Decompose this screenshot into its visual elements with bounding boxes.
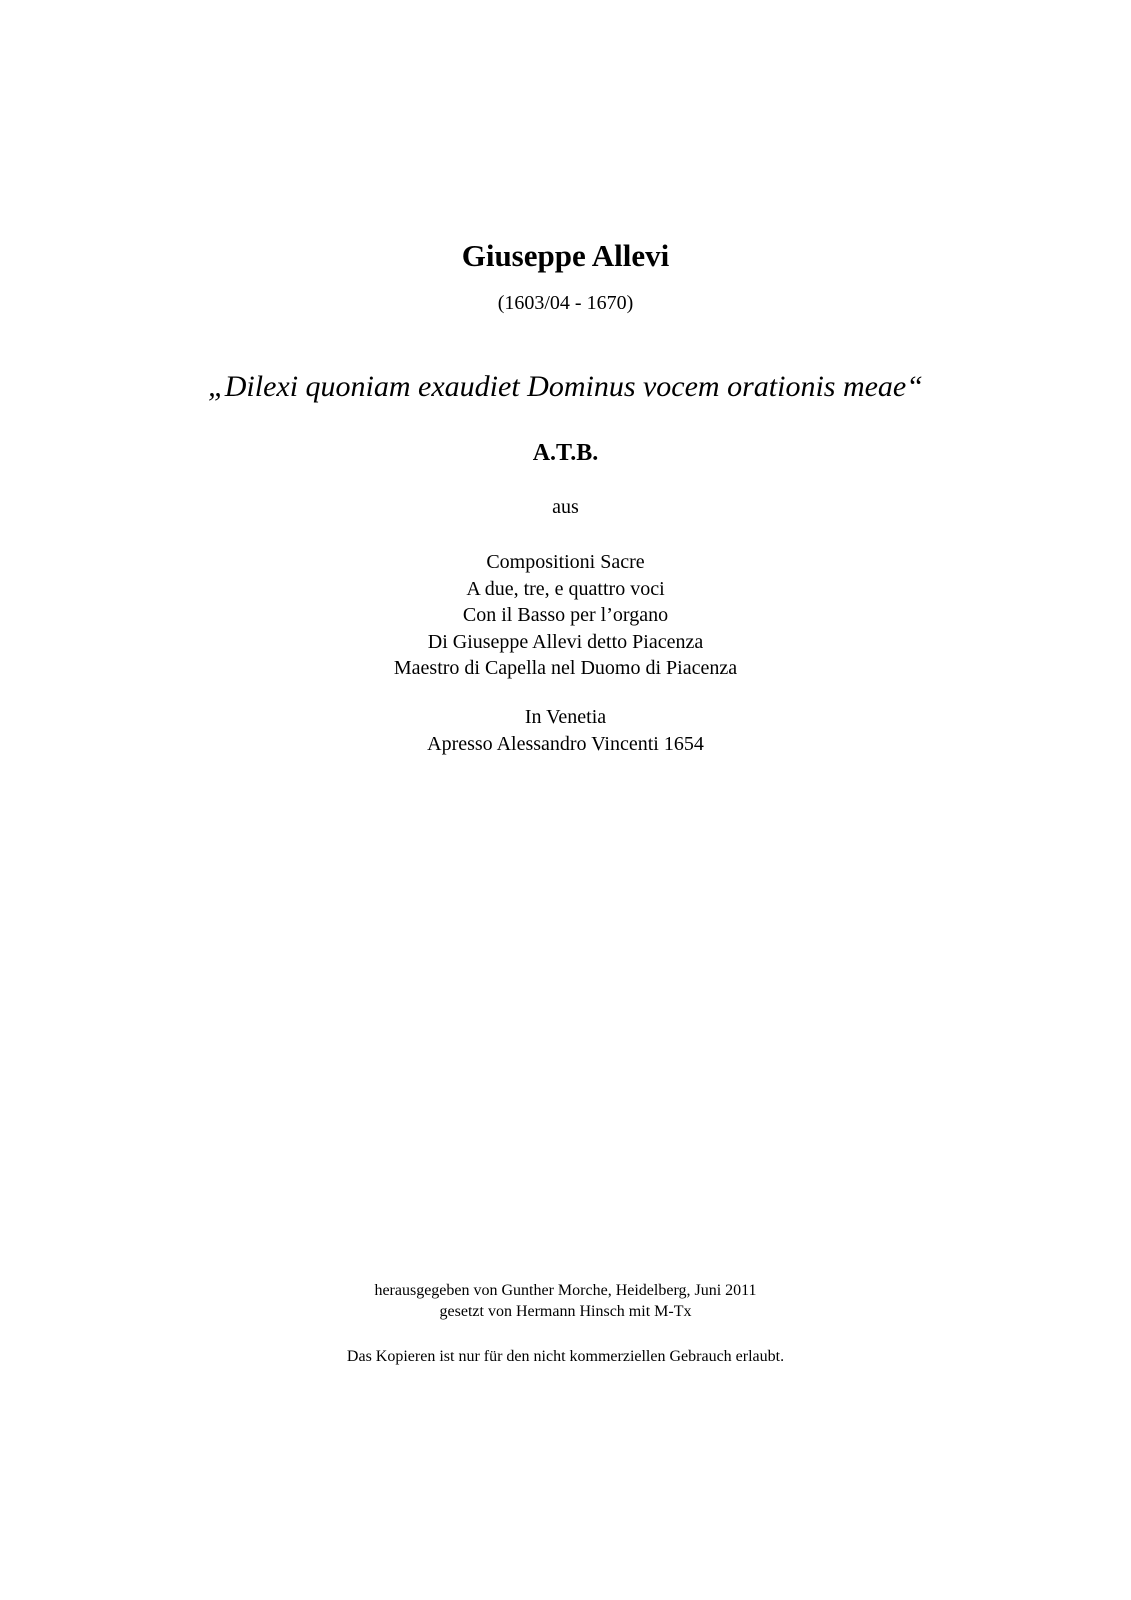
- imprint-line: In Venetia: [524, 706, 607, 728]
- source-line: Compositioni Sacre: [486, 551, 645, 573]
- credits: [0, 1280, 1131, 1322]
- source-line: Con il Basso per l’organo: [462, 604, 669, 626]
- composer-name: Giuseppe Allevi: [461, 238, 670, 273]
- work-title: „Dilexi quoniam exaudiet Dominus vocem orationis meae“: [208, 370, 923, 403]
- source-line: Di Giuseppe Allevi detto Piacenza: [427, 630, 704, 653]
- source-line: Maestro di Capella nel Duomo di Piacenza: [393, 657, 738, 679]
- from-label: aus: [552, 496, 579, 518]
- copy-notice: Das Kopieren ist nur für den nicht kommerziellen Gebrauch erlaubt.: [346, 1348, 785, 1365]
- source-line: A due, tre, e quattro voci: [466, 577, 665, 600]
- imprint-line: Apresso Alessandro Vincenti 1654: [427, 732, 704, 755]
- typesetter-credit: gesetzt von Hermann Hinsch mit M-Tx: [439, 1303, 692, 1320]
- composer-dates: (1603/04 - 1670): [497, 292, 634, 314]
- source-description: [0, 549, 1131, 682]
- imprint: [0, 704, 1131, 757]
- voicing: A.T.B.: [532, 440, 599, 466]
- editor-credit: herausgegeben von Gunther Morche, Heidelberg, Juni 2011: [374, 1282, 757, 1299]
